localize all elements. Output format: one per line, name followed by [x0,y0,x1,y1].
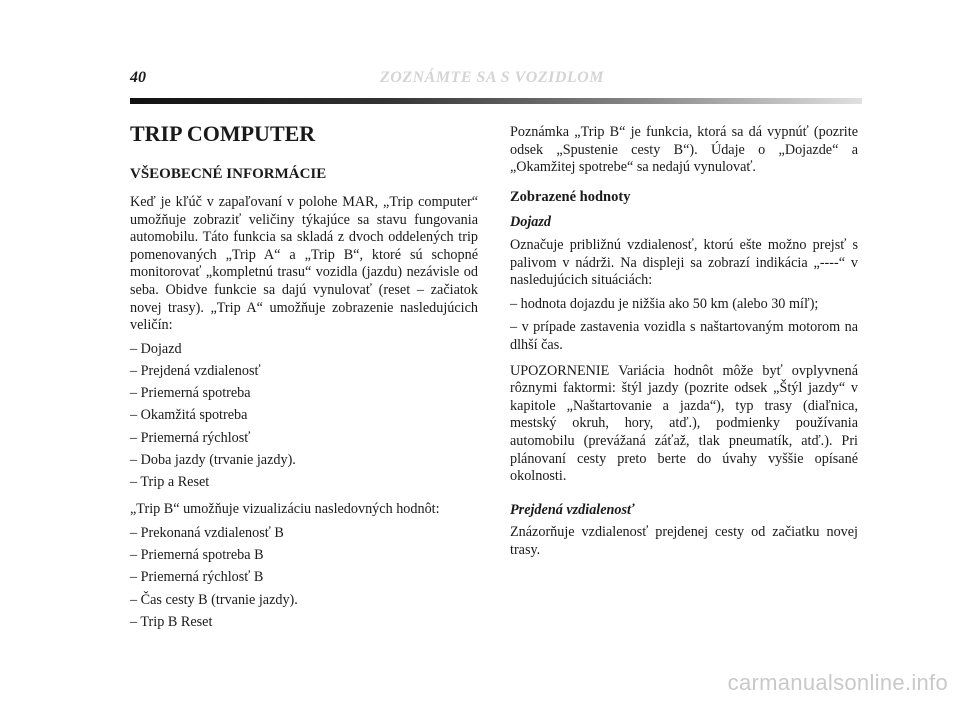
right-column [510,124,858,565]
list-item: – Prejdená vzdialenosť [130,362,261,379]
list-item: – Doba jazdy (trvanie jazdy). [130,451,296,468]
list-item: – Čas cesty B (trvanie jazdy). [130,591,298,608]
warning-paragraph: UPOZORNENIE Variácia hodnôt môže byť ovplyvnená rôznymi faktormi: štýl jazdy (pozrite odsek „Štýl jazdy“ v kapitole „Naštartovanie a jazda“), typ trasy (diaľnica, mestský okruh, hory, atď.), podmienky používania automobilu (prevážaná záťaž, tlak pneumatík, atď.). Pri plánovaní cesty preto berte do úvahy vyššie opísané okolnosti. [510,362,858,485]
values-heading: Zobrazené hodnoty [510,188,631,205]
subsection-title: VŠEOBECNÉ INFORMÁCIE [130,166,327,182]
list-item: – Priemerná spotreba [130,385,251,402]
trip-b-intro: „Trip B“ umožňuje vizualizáciu nasledovných hodnôt: [130,501,440,518]
list-item: – Trip B Reset [130,613,213,630]
left-column [130,120,478,637]
range-case-2: – v prípade zastavenia vozidla s naštartovaným motorom na dlhší čas. [510,319,858,353]
intro-paragraph: Keď je kľúč v zapaľovaní v polohe MAR, „Trip computer“ umožňuje zobraziť veličiny týkajúce sa stavu fungovania automobilu. Táto funkcia sa skladá z dvoch oddelených trip pomenovaných „Trip A“ a „Trip B“, ktoré sú schopné monitorovať „kompletnú trasu“ vozidla (jazdu) nezávisle od seba. Obidve funkcie sa dajú vynulovať (reset – začiatok novej trasy). „Trip A“ umožňuje zobrazenie nasledujúcich veličín: [130,194,478,334]
list-item: – Trip a Reset [130,473,210,490]
trip-b-list [130,525,478,631]
watermark: carmanualsonline.info [727,670,948,695]
running-header: ZOZNÁMTE SA S VOZIDLOM [380,69,604,86]
list-item: – Prekonaná vzdialenosť B [130,525,284,542]
section-title: TRIP COMPUTER [130,121,316,146]
list-item: – Priemerná rýchlosť B [130,569,264,586]
page-number: 40 [130,69,146,86]
list-item: – Priemerná spotreba B [130,547,264,564]
range-case-1: – hodnota dojazdu je nižšia ako 50 km (alebo 30 míľ); [510,295,819,312]
distance-paragraph: Znázorňuje vzdialenosť prejdenej cesty od začiatku novej trasy. [510,524,858,558]
range-paragraph: Označuje približnú vzdialenosť, ktorú ešte možno prejsť s palivom v nádrži. Na displeji sa zobrazí indikácia „----“ v nasledujúcich situáciách: [510,236,858,289]
header-rule [130,98,862,104]
list-item: – Dojazd [130,340,182,357]
distance-heading: Prejdená vzdialenosť [510,501,635,518]
list-item: – Priemerná rýchlosť [130,429,251,446]
note-paragraph: Poznámka „Trip B“ je funkcia, ktorá sa dá vypnúť (pozrite odsek „Spustenie cesty B“). Údaje o „Dojazde“ a „Okamžitej spotrebe“ sa nedajú vynulovať. [510,124,858,176]
list-item: – Okamžitá spotreba [130,407,248,424]
range-heading: Dojazd [510,214,551,231]
trip-a-list [130,341,478,492]
